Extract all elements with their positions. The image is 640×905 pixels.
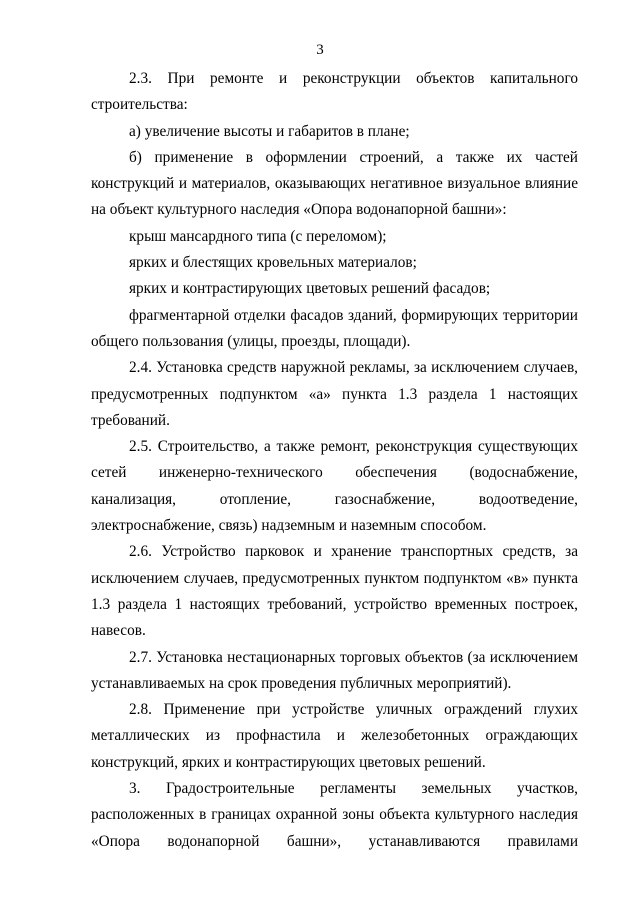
sub-item-roof-materials: ярких и блестящих кровельных материалов;: [129, 254, 417, 272]
sub-item-facade-colors: ярких и контрастирующих цветовых решений фасадов;: [129, 280, 491, 298]
paragraph-2-6: 2.6. Устройство парковок и хранение транспортных средств, за исключением случаев, предусмотренных пунктом подпунктом «в» пункта 1.3 раздела 1 настоящих требований, устройство временных построек, навесов.: [91, 543, 578, 640]
paragraph-2-4: 2.4. Установка средств наружной рекламы, за исключением случаев, предусмотренных подпунктом «а» пункта 1.3 раздела 1 настоящих требований.: [91, 359, 578, 429]
document-body: [91, 66, 578, 855]
page-number: 3: [316, 42, 324, 58]
sub-item-facade-finish: фрагментарной отделки фасадов зданий, формирующих территории общего пользования (улицы, проезды, площади).: [91, 306, 578, 350]
paragraph-3: 3. Градостроительные регламенты земельных участков, расположенных в границах охранной зоны объекта культурного наследия «Опора водонапорной башни», устанавливаются правилами: [91, 780, 578, 850]
sub-item-roofs: крыш мансардного типа (с переломом);: [129, 227, 387, 245]
paragraph-2-5: 2.5. Строительство, а также ремонт, реконструкция существующих сетей инженерно-технического обеспечения (водоснабжение, канализация, отопление, газоснабжение, водоотведение, электроснабжение, связь) надземным и наземным способом.: [91, 438, 578, 535]
list-item-b: б) применение в оформлении строений, а также их частей конструкций и материалов, оказывающих негативное визуальное влияние на объект культурного наследия «Опора водонапорной башни»:: [91, 148, 578, 219]
paragraph-2-8: 2.8. Применение при устройстве уличных ограждений глухих металлических из профнастила и железобетонных ограждающих конструкций, ярких и контрастирующих цветовых решений.: [91, 701, 578, 771]
paragraph-2-3: 2.3. При ремонте и реконструкции объектов капитального строительства:: [91, 70, 578, 114]
list-item-a: а) увеличение высоты и габаритов в плане;: [129, 122, 410, 140]
paragraph-2-7: 2.7. Установка нестационарных торговых объектов (за исключением устанавливаемых на срок проведения публичных мероприятий).: [91, 648, 578, 692]
